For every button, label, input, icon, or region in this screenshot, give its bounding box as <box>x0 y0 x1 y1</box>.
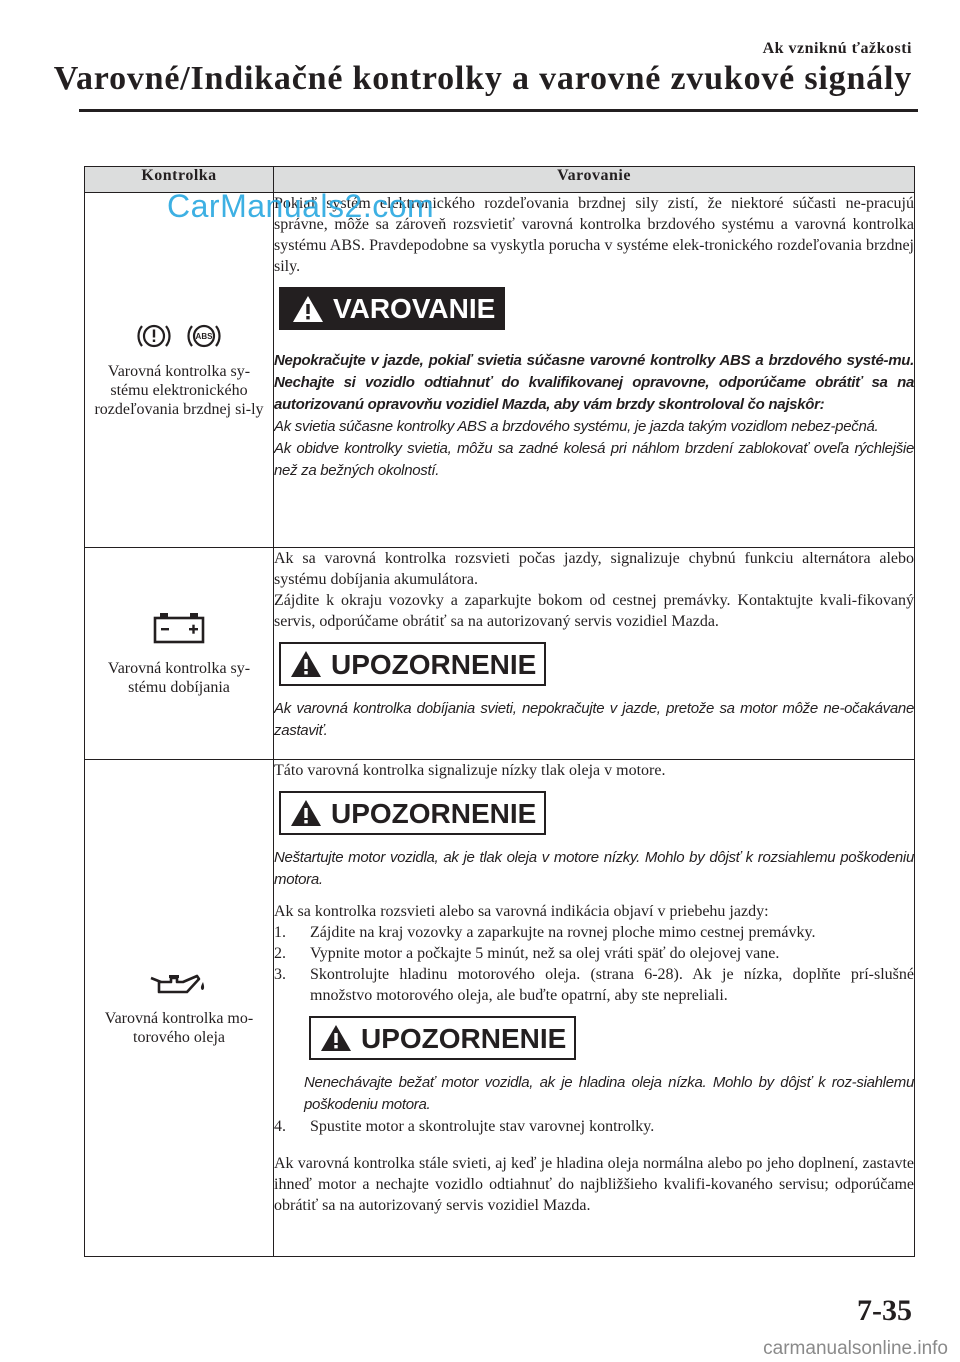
footer-link[interactable]: carmanualsonline.info <box>763 1338 948 1359</box>
header-rule <box>79 109 918 112</box>
list-item: 2. Vypnite motor a počkajte 5 minút, než sa olej vráti späť do olejovej vane. <box>274 945 780 962</box>
warning-paragraph: Ak varovná kontrolka stále svieti, aj keď je hladina oleja normálna alebo po jeho doplnení, zastavte ihneď motor a nechajte vozidlo odtiahnuť do najbližšieho kvalifi-kovaného servisu; odporúčame obrátiť sa na autorizovaný servis vozidiel Mazda. <box>274 1155 914 1214</box>
list-item: 3. Skontrolujte hladinu motorového oleja. (strana 6-28). Ak je nízka, doplňte prí-slušné množstvo motorového oleja, ale buďte opatrní, aby ste nepreliali. <box>274 966 914 1004</box>
indicator-cell <box>85 548 274 760</box>
warning-italic-text: Ak svietia súčasne kontrolky ABS a brzdového systému, je jazda takým vozidlom nebez-pečná. <box>274 418 879 435</box>
steps-list <box>274 1116 914 1137</box>
exclamation-triangle-icon <box>319 1023 353 1053</box>
exclamation-triangle-icon <box>289 798 323 828</box>
column-header-varovanie: Varovanie <box>274 167 915 193</box>
warning-paragraph: Táto varovná kontrolka signalizuje nízky tlak oleja v motore. <box>274 762 666 779</box>
table-row <box>85 548 915 760</box>
indicator-name: Varovná kontrolka sy-stému dobíjania <box>107 660 251 696</box>
upozornenie-label: UPOZORNENIE <box>331 797 537 829</box>
indicator-name: Varovná kontrolka sy-stému elektronického rozdeľovania brzdnej si-ly <box>94 363 264 418</box>
warning-intro: Pokiaľ systém elektronického rozdeľovania brzdnej sily zistí, že niektoré súčasti ne-pracujú správne, môže sa zároveň rozsvietiť varovná kontrolka brzdového systému a varovná kontrolka systému ABS. Pravdepodobne sa vyskytla porucha v systéme elek-tronického rozdeľovania brzdnej sily. <box>274 195 914 275</box>
steps-list <box>274 922 914 1006</box>
svg-text:ABS: ABS <box>195 332 213 341</box>
indicator-cell <box>85 193 274 548</box>
warning-cell <box>274 193 915 548</box>
warning-cell <box>274 548 915 760</box>
upozornenie-label: UPOZORNENIE <box>331 648 537 680</box>
upozornenie-box <box>279 791 546 835</box>
upozornenie-box <box>279 642 546 686</box>
warning-paragraph: Ak sa kontrolka rozsvieti alebo sa varovná indikácia objaví v priebehu jazdy: <box>274 903 769 920</box>
caution-italic-text: Neštartujte motor vozidla, ak je tlak oleja v motore nízky. Mohlo by dôjsť k rozsiahlemu poškodeniu motora. <box>274 849 914 888</box>
table-row <box>85 193 915 548</box>
battery-icon <box>85 610 273 649</box>
list-item: 4. Spustite motor a skontrolujte stav varovnej kontrolky. <box>274 1118 655 1135</box>
column-header-kontrolka: Kontrolka <box>85 167 274 193</box>
indicator-name: Varovná kontrolka mo-torového oleja <box>104 1009 254 1046</box>
warning-bold-text: Nepokračujte v jazde, pokiaľ svietia súčasne varovné kontrolky ABS a brzdového systé-mu. Nechajte si vozidlo odtiahnuť do kvalifikovanej opravovne, odporúčame obrátiť sa na autorizovanú opravovňu vozidiel Mazda, aby vám brzdy skontroloval čo najskôr: <box>274 352 914 413</box>
page-title: Varovné/Indikačné kontrolky a varovné zvukové signály <box>53 60 912 97</box>
varovanie-label: VAROVANIE <box>333 293 496 324</box>
list-item: 1. Zájdite na kraj vozovky a zaparkujte na rovnej ploche mimo cestnej premávky. <box>274 924 816 941</box>
upozornenie-box <box>309 1016 576 1060</box>
brake-warning-icon <box>136 321 172 356</box>
oil-can-icon <box>85 970 273 1005</box>
exclamation-triangle-icon <box>289 649 323 679</box>
indicator-cell <box>85 760 274 1257</box>
table-row <box>85 760 915 1257</box>
warning-cell <box>274 760 915 1257</box>
section-title: Ak vzniknú ťažkosti <box>762 40 912 57</box>
warning-paragraph: Ak sa varovná kontrolka rozsvieti počas jazdy, signalizuje chybnú funkciu alternátora alebo systému dobíjania akumulátora. <box>274 550 914 588</box>
warning-paragraph: Zájdite k okraju vozovky a zaparkujte bokom od cestnej premávky. Kontaktujte kvali-fikovaný servis, odporúčame obrátiť sa na autorizovaný servis vozidiel Mazda. <box>274 592 914 630</box>
watermark: CarManuals2.com <box>167 188 435 224</box>
warning-lights-table <box>84 166 915 1257</box>
page-number: 7-35 <box>857 1294 912 1327</box>
exclamation-triangle-icon <box>291 294 325 324</box>
caution-italic-text: Ak varovná kontrolka dobíjania svieti, nepokračujte v jazde, pretože sa motor môže ne-očakávane zastaviť. <box>274 700 914 739</box>
abs-warning-icon <box>186 321 222 356</box>
warning-italic-text: Ak obidve kontrolky svietia, môžu sa zadné kolesá pri náhlom brzdení zablokovať oveľa rýchlejšie než za bežných okolností. <box>274 440 914 479</box>
caution-italic-text: Nenechávajte bežať motor vozidla, ak je hladina oleja nízka. Mohlo by dôjsť k roz-siahlemu poškodeniu motora. <box>304 1074 914 1113</box>
varovanie-box <box>279 287 505 330</box>
upozornenie-label: UPOZORNENIE <box>361 1022 567 1054</box>
